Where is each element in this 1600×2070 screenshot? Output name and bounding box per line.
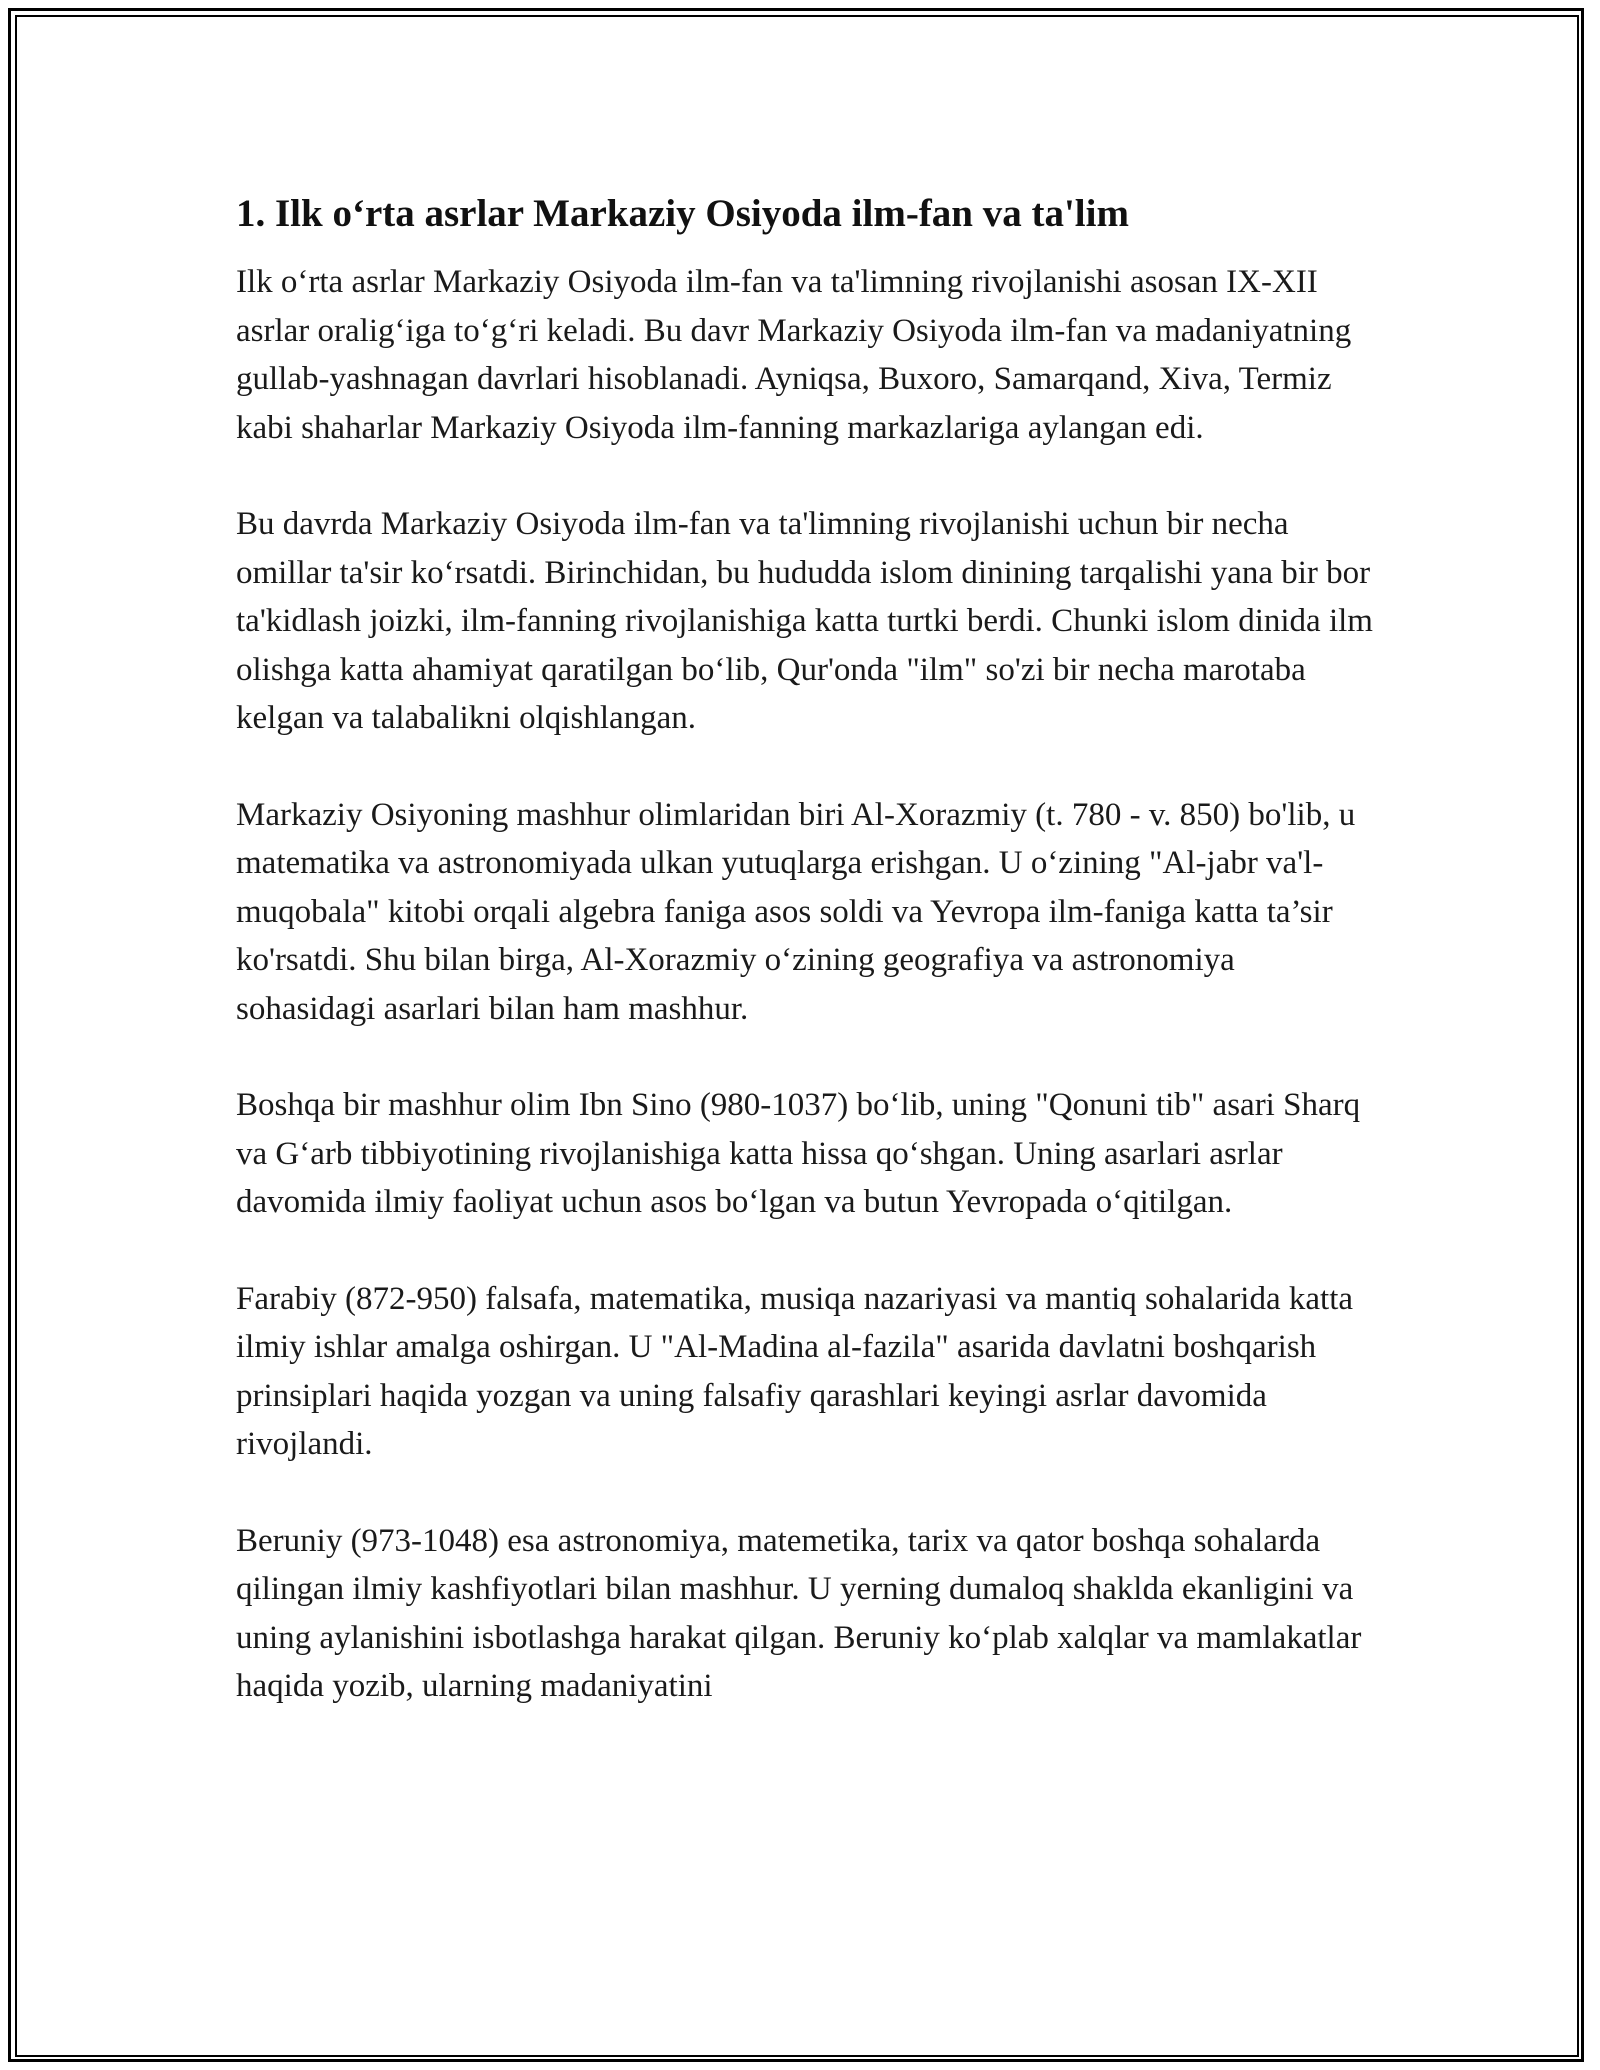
paragraph-ibn-sino: Boshqa bir mashhur olim Ibn Sino (980-1037) bo‘lib, uning "Qonuni tib" asari Sharq va G‘arb tibbiyotining rivojlanishiga katta hissa qo‘shgan. Uning asarlari asrlar davomida ilmiy faoliyat uchun asos bo‘lgan va butun Yevropada o‘qitilgan.: [236, 1087, 1361, 1220]
section-heading: 1. Ilk o‘rta asrlar Markaziy Osiyoda ilm-fan va ta'lim: [236, 192, 1129, 235]
paragraph-al-xorazmiy: Markaziy Osiyoning mashhur olimlaridan biri Al-Xorazmiy (t. 780 - v. 850) bo'lib, u matematika va astronomiyada ulkan yutuqlarga erishgan. U o‘zining "Al-jabr va'l-muqobala" kitobi orqali algebra faniga asos soldi va Yevropa ilm-faniga katta ta’sir ko'rsatdi. Shu bilan birga, Al-Xorazmiy o‘zining geografiya va astronomiya sohasidagi asarlari bilan ham mashhur.: [236, 796, 1356, 1027]
paragraph-factors: Bu davrda Markaziy Osiyoda ilm-fan va ta'limning rivojlanishi uchun bir necha omillar ta'sir ko‘rsatdi. Birinchidan, bu hududda islom dinining tarqalishi yana bir bor ta'kidlash joizki, ilm-fanning rivojlanishiga katta turtki berdi. Chunki islom dinida ilm olishga katta ahamiyat qaratilgan bo‘lib, Qur'onda "ilm" so'zi bir necha marotaba kelgan va talabalikni olqishlangan.: [236, 506, 1373, 736]
document-body: [236, 188, 1376, 1759]
paragraph-intro: Ilk o‘rta asrlar Markaziy Osiyoda ilm-fan va ta'limning rivojlanishi asosan IX-XII asrlar oralig‘iga to‘g‘ri keladi. Bu davr Markaziy Osiyoda ilm-fan va madaniyatning gullab-yashnagan davrlari hisoblanadi. Ayniqsa, Buxoro, Samarqand, Xiva, Termiz kabi shaharlar Markaziy Osiyoda ilm-fanning markazlariga aylangan edi.: [236, 264, 1352, 446]
paragraph-farabiy: Farabiy (872-950) falsafa, matematika, musiqa nazariyasi va mantiq sohalarida katta ilmiy ishlar amalga oshirgan. U "Al-Madina al-fazila" asarida davlatni boshqarish prinsiplari haqida yozgan va uning falsafiy qarashlari keyingi asrlar davomida rivojlandi.: [236, 1280, 1354, 1462]
paragraph-beruniy: Beruniy (973-1048) esa astronomiya, matemetika, tarix va qator boshqa sohalarda qilingan ilmiy kashfiyotlari bilan mashhur. U yerning dumaloq shaklda ekanligini va uning aylanishini isbotlashga harakat qilgan. Beruniy ko‘plab xalqlar va mamlakatlar haqida yozib, ularning madaniyatini: [236, 1522, 1362, 1704]
